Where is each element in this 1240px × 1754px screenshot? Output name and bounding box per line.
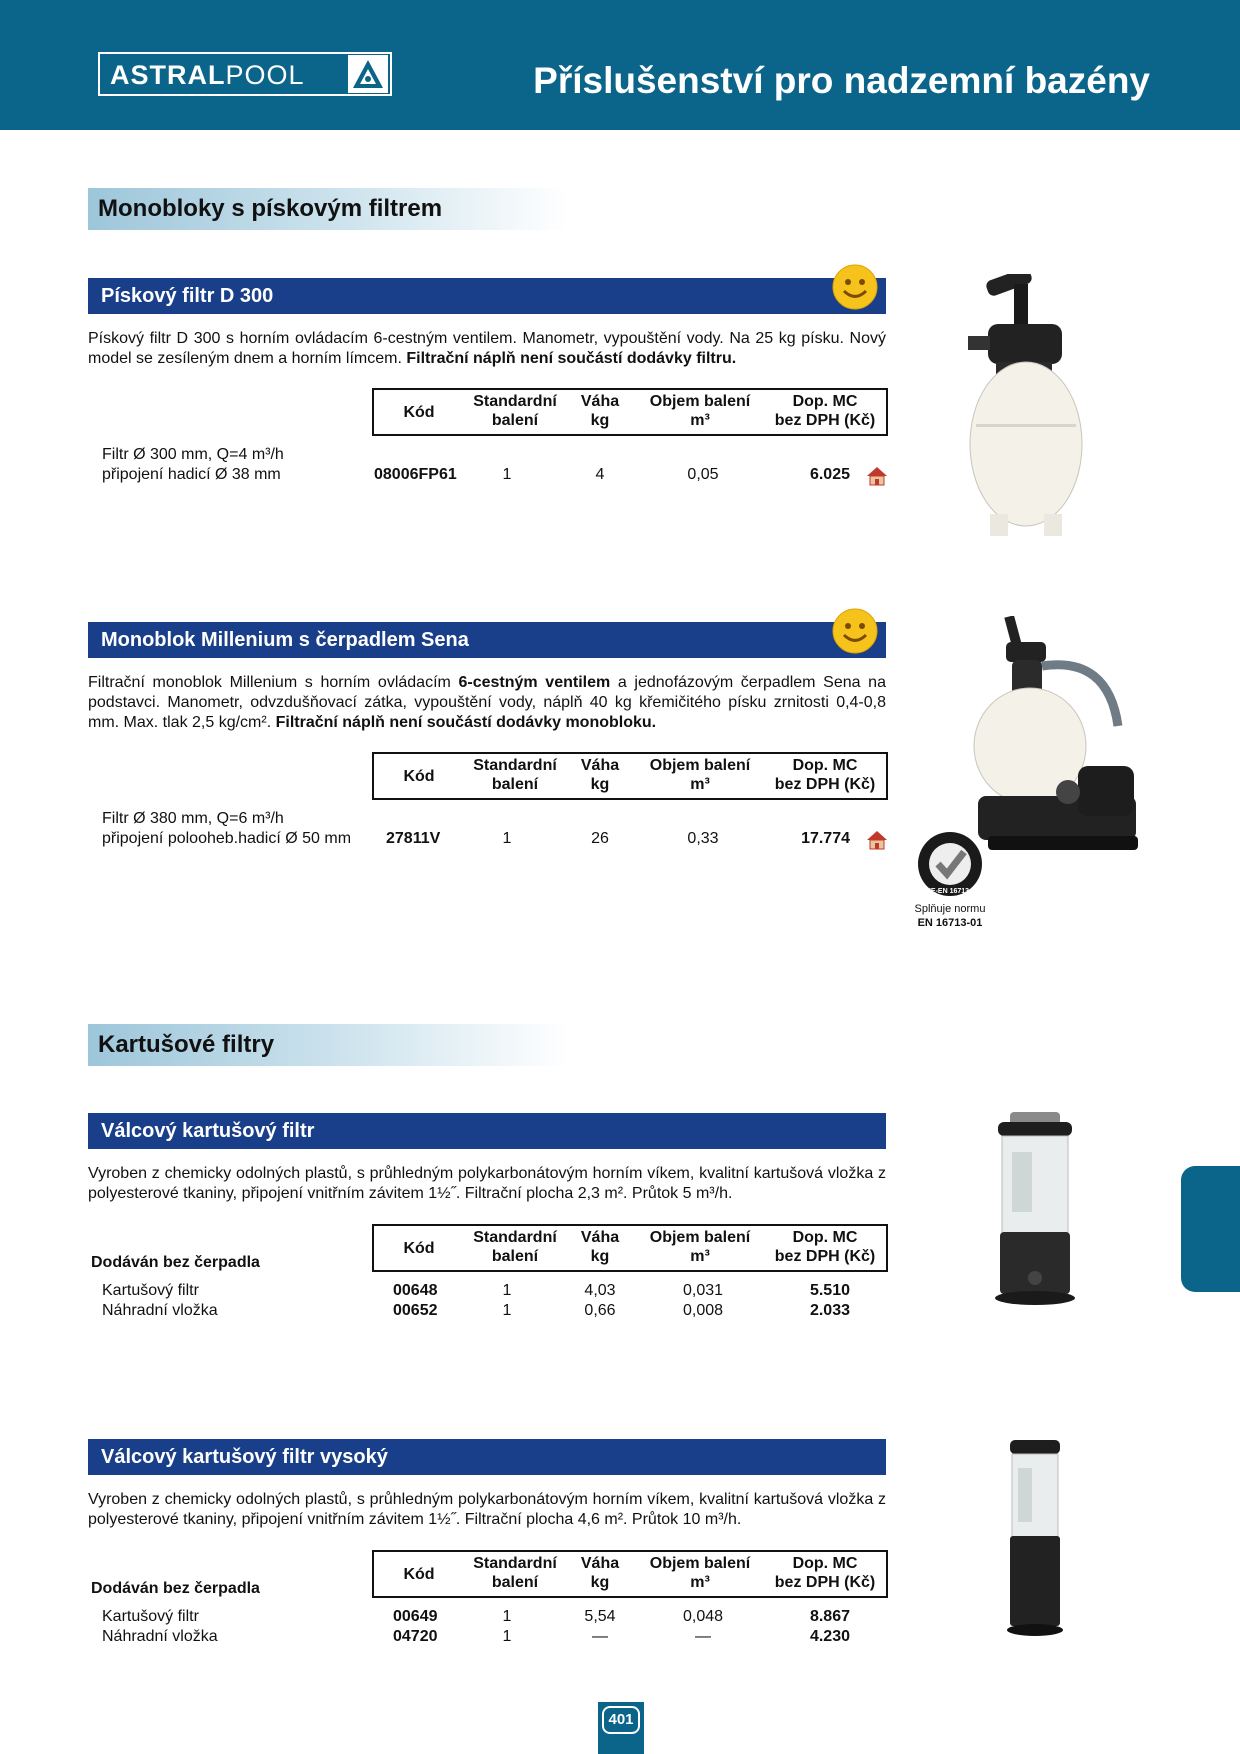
sand-filter-image bbox=[966, 274, 1086, 546]
product-title: Pískový filtr D 300 bbox=[101, 285, 274, 307]
smiley-icon bbox=[832, 608, 878, 654]
table-header: Kód Standardní balení Váha kg Objem balení m³ Dop. MC bez DPH (Kč) bbox=[372, 1224, 888, 1272]
astralpool-logo bbox=[98, 52, 392, 96]
page-number: 401 bbox=[598, 1702, 644, 1754]
table-header: Kód Standardní balení Váha kg Objem balení m³ Dop. MC bez DPH (Kč) bbox=[372, 388, 888, 436]
logo-mark-icon bbox=[348, 55, 388, 93]
product-title: Monoblok Millenium s čerpadlem Sena bbox=[101, 629, 469, 651]
page-header bbox=[0, 0, 1240, 130]
chapter-tab bbox=[1181, 1166, 1240, 1292]
product-title-bar bbox=[88, 1113, 886, 1149]
product-description: Filtrační monoblok Millenium s horním ovládacím 6-cestným ventilem a jednofázovým čerpadlem Sena na podstavci. Manometr, odvzdušňovací zátka, vypouštění vody, náplň 40 kg křemičitého písku zrnitosti 0,4-0,8 mm. Max. tlak 2,5 kg/cm². Filtrační náplň není součástí dodávky monobloku. bbox=[88, 674, 886, 731]
logo-bold-text: ASTRAL bbox=[110, 60, 226, 90]
logo-light-text: POOL bbox=[225, 60, 305, 90]
norm-badge-icon bbox=[916, 830, 984, 898]
svg-text:UNE-EN 16713-01: UNE-EN 16713-01 bbox=[920, 888, 980, 895]
product-title: Válcový kartušový filtr bbox=[101, 1120, 315, 1142]
house-icon bbox=[866, 466, 888, 486]
page-title: Příslušenství pro nadzemní bazény bbox=[533, 60, 1150, 101]
product-title-bar bbox=[88, 278, 886, 314]
norm-caption: Splňuje normu EN 16713-01 bbox=[914, 903, 986, 929]
cartridge-filter-image bbox=[990, 1112, 1080, 1306]
product-description: Vyroben z chemicky odolných plastů, s průhledným polykarbonátovým horním víkem, kvalitní kartušová vložka z polyesterové tkaniny, připojení vnitřním závitem 1½˝. Filtrační plocha 4,6 m². Průtok 10 m³/h. bbox=[88, 1491, 886, 1528]
smiley-icon bbox=[832, 264, 878, 310]
product-title-bar bbox=[88, 1439, 886, 1475]
section-title: Kartušové filtry bbox=[98, 1031, 275, 1058]
section-heading bbox=[88, 188, 568, 230]
house-icon bbox=[866, 830, 888, 850]
product-title: Válcový kartušový filtr vysoký bbox=[101, 1446, 388, 1468]
product-description: Pískový filtr D 300 s horním ovládacím 6-cestným ventilem. Manometr, vypouštění vody. Na 25 kg písku. Nový model se zesíleným dnem a horním límcem. Filtrační náplň není součástí dodávky filtru. bbox=[88, 330, 886, 367]
tall-cartridge-filter-image bbox=[1004, 1440, 1066, 1638]
table-group-label: Dodáván bez čerpadla bbox=[91, 1254, 260, 1271]
table-header: Kód Standardní balení Váha kg Objem balení m³ Dop. MC bez DPH (Kč) bbox=[372, 1550, 888, 1598]
monoblock-image bbox=[968, 616, 1144, 858]
section-title: Monobloky s pískovým filtrem bbox=[98, 195, 443, 222]
table-group-label: Dodáván bez čerpadla bbox=[91, 1580, 260, 1597]
section-heading bbox=[88, 1024, 568, 1066]
product-title-bar bbox=[88, 622, 886, 658]
product-description: Vyroben z chemicky odolných plastů, s průhledným polykarbonátovým horním víkem, kvalitní kartušová vložka z polyesterové tkaniny, připojení vnitřním závitem 1½˝. Filtrační plocha 2,3 m². Průtok 5 m³/h. bbox=[88, 1165, 886, 1202]
table-header: Kód Standardní balení Váha kg Objem balení m³ Dop. MC bez DPH (Kč) bbox=[372, 752, 888, 800]
